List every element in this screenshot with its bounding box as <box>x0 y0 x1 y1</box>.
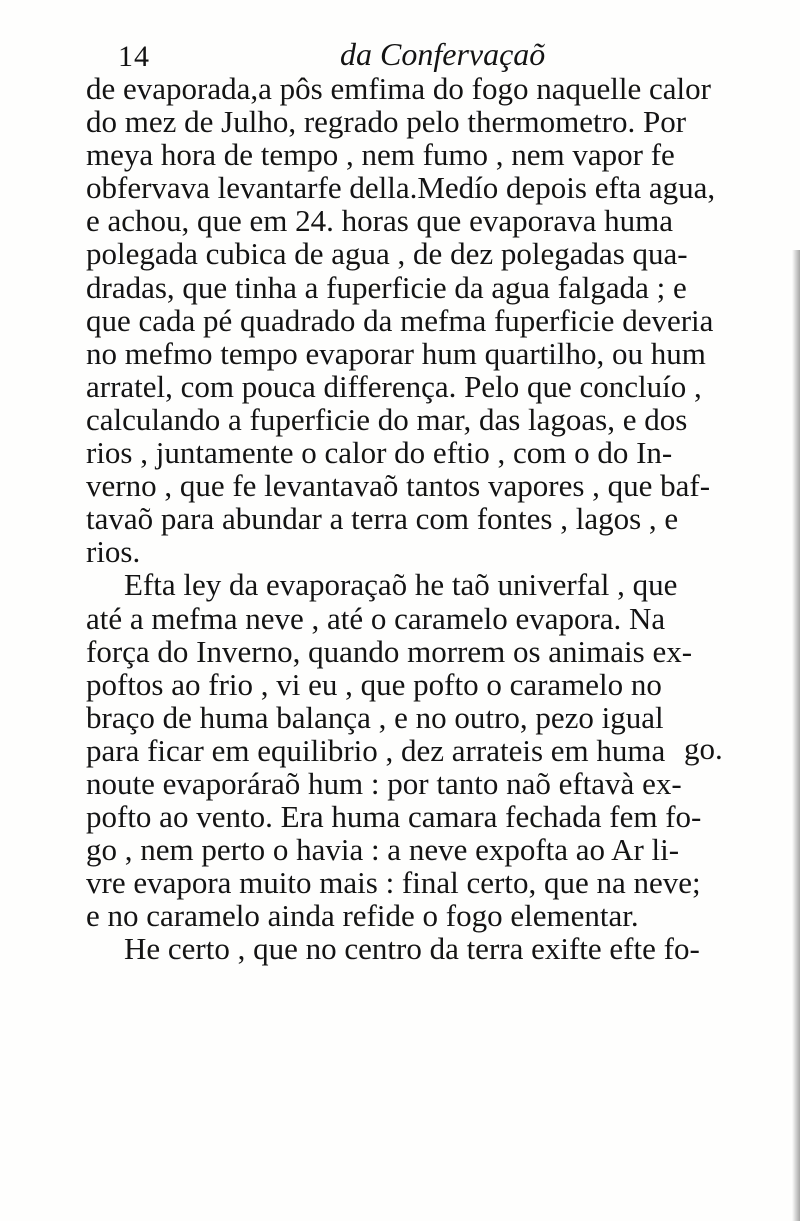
text-line: noute evaporáraõ hum : por tanto naõ eftavà ex- <box>86 765 682 801</box>
text-line: rios. <box>86 534 141 570</box>
text-line: e achou, que em 24. horas que evaporava huma <box>86 203 674 239</box>
paragraph-start-line: Efta ley da evaporaçaõ he taõ univerfal , que <box>124 567 678 603</box>
text-line: que cada pé quadrado da mefma fuperficie deveria <box>86 302 714 338</box>
text-line: para ficar em equilibrio , dez arrateis em huma <box>86 732 666 768</box>
text-line: dradas, que tinha a fuperficie da agua falgada ; e <box>86 269 687 305</box>
paragraph-start-line: He certo , que no centro da terra exifte efte fo- <box>124 931 700 967</box>
text-line: e no caramelo ainda refide o fogo elementar. <box>86 898 639 934</box>
text-line: força do Inverno, quando morrem os animais ex- <box>86 633 693 669</box>
page-edge-shadow <box>792 250 800 1221</box>
text-line: arratel, com pouca differença. Pelo que concluío , <box>86 368 702 404</box>
text-line: obfervava levantarfe della.Medío depois efta agua, <box>86 170 716 206</box>
text-line: braço de huma balança , e no outro, pezo igual <box>86 699 664 735</box>
text-line: go , nem perto o havia : a neve expofta ao Ar li- <box>86 832 680 868</box>
text-line: do mez de Julho, regrado pelo thermometro. Por <box>86 104 687 140</box>
page-number: 14 <box>118 40 150 73</box>
text-line: tavaõ para abundar a terra com fontes , lagos , e <box>86 501 679 537</box>
text-line: de evaporada,a pôs emfima do fogo naquelle calor <box>86 71 711 106</box>
text-line: até a mefma neve , até o caramelo evapora. Na <box>86 600 666 636</box>
text-line: rios , juntamente o calor do eftio , com o do In- <box>86 435 673 471</box>
catchword: go. <box>684 731 723 766</box>
text-line: poftos ao frio , vi eu , que pofto o caramelo no <box>86 666 662 702</box>
body-text <box>86 72 800 966</box>
text-line: polegada cubica de agua , de dez polegadas qua- <box>86 236 688 272</box>
text-line: no mefmo tempo evaporar hum quartilho, ou hum <box>86 335 706 371</box>
text-line: pofto ao vento. Era huma camara fechada fem fo- <box>86 799 702 835</box>
text-line: calculando a fuperficie do mar, das lagoas, e dos <box>86 401 688 437</box>
text-line: meya hora de tempo , nem fumo , nem vapor fe <box>86 137 675 173</box>
text-line: verno , que fe levantavaõ tantos vapores , que baf- <box>86 468 711 504</box>
text-line: vre evapora muito mais : final certo, que na neve; <box>86 865 701 901</box>
running-title: da Confervaçaõ <box>340 36 546 72</box>
